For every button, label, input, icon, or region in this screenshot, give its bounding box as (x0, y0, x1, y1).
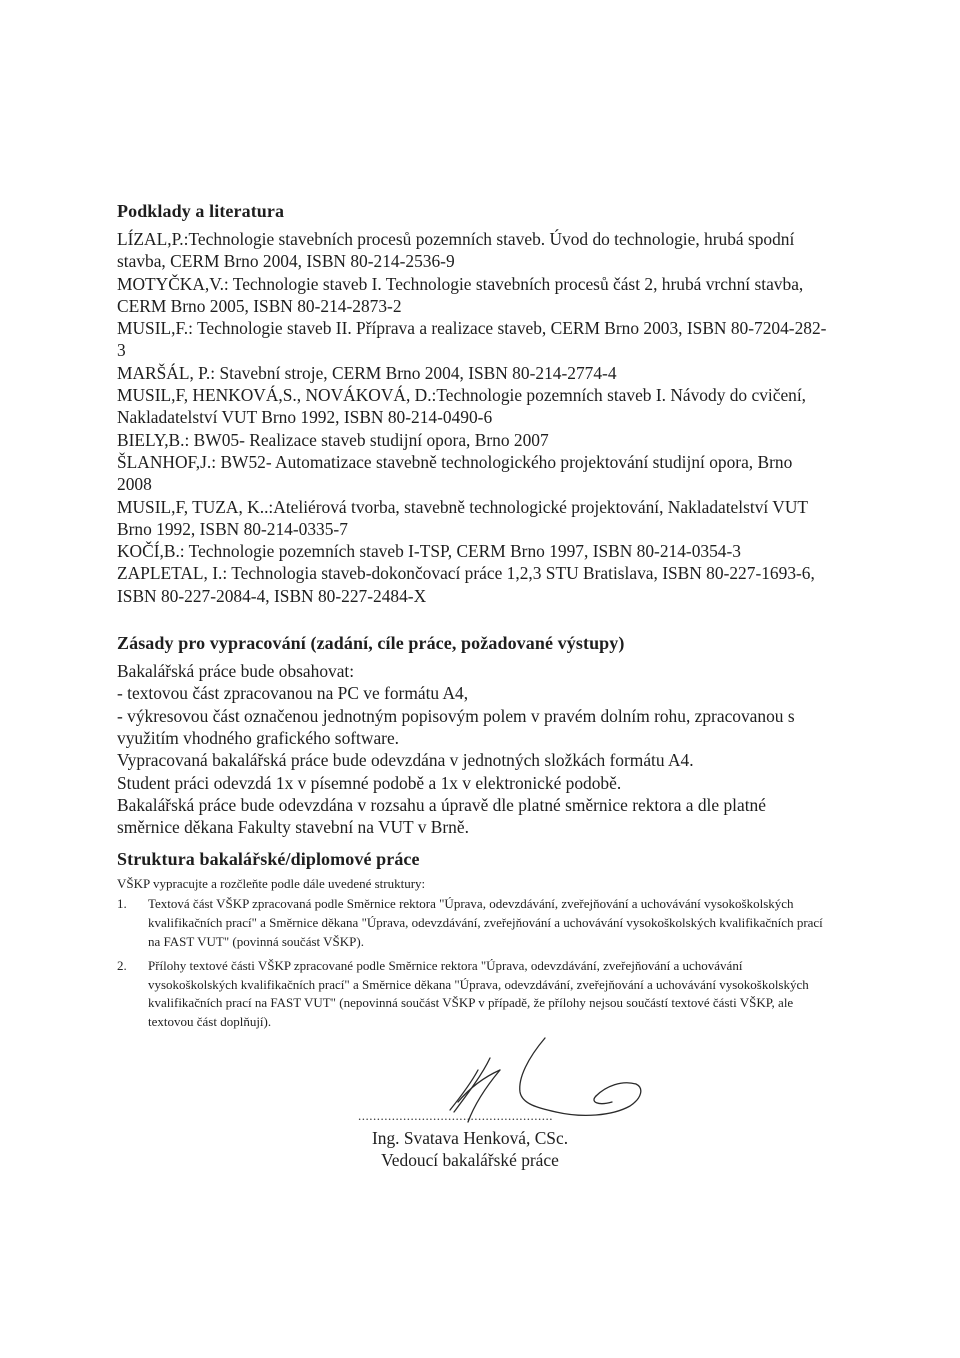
literature-list (117, 228, 827, 607)
structure-section (117, 847, 827, 1031)
literature-entry: LÍZAL,P.:Technologie stavebních procesů pozemních staveb. Úvod do technologie, hrubá spodní stavba, CERM Brno 2004, ISBN 80-214-2536-9 (117, 229, 795, 272)
principles-heading: Zásady pro vypracování (zadání, cíle práce, požadované výstupy) (117, 633, 625, 654)
principles-line: Student práci odevzdá 1x v písemné podobě a 1x v elektronické podobě. (117, 772, 622, 793)
literature-entry: MARŠÁL, P.: Stavební stroje, CERM Brno 2004, ISBN 80-214-2774-4 (117, 362, 617, 383)
structure-item-number: 2. (117, 958, 127, 974)
principles-line: - výkresovou část označenou jednotným popisovým polem v pravém dolním rohu, zpracovanou s využitím vhodného grafického software. (117, 705, 795, 748)
literature-entry: KOČÍ,B.: Technologie pozemních staveb I-TSP, CERM Brno 1997, ISBN 80-214-0354-3 (117, 541, 741, 562)
document-content (117, 199, 827, 1038)
structure-item-text: Textová část VŠKP zpracovaná podle Směrnice rektora "Úprava, odevzdávání, zveřejňování a uchovávání vysokoškolských kvalifikačních prací" a Směrnice děkana "Úprava, odevzdávání, zveřejňování a uchovávání vysokoškolských kvalifikačních prací na FAST VUT" (povinná součást VŠKP). (148, 896, 823, 949)
signer-block (350, 1127, 590, 1171)
principles-line: Vypracovaná bakalářská práce bude odevzdána v jednotných složkách formátu A4. (117, 750, 694, 771)
literature-entry: ŠLANHOF,J.: BW52- Automatizace stavebně technologického projektování studijní opora, Brno 2008 (117, 451, 793, 495)
principles-section (117, 631, 827, 838)
literature-entry: ZAPLETAL, I.: Technologia staveb-dokončovací práce 1,2,3 STU Bratislava, ISBN 80-227-1693-6, ISBN 80-227-2084-4, ISBN 80-227-2484-X (117, 563, 815, 606)
principles-line: Bakalářská práce bude obsahovat: (117, 661, 355, 682)
signer-name: Ing. Svatava Henková, CSc. (371, 1128, 569, 1148)
principles-list (117, 660, 827, 838)
structure-intro: VŠKP vypracujte a rozčleňte podle dále uvedené struktury: (117, 876, 426, 892)
signer-role: Vedoucí bakalářské práce (381, 1150, 559, 1170)
literature-entry: MUSIL,F, TUZA, K..:Ateliérová tvorba, stavebně technologické projektování, Nakladatelství VUT Brno 1992, ISBN 80-214-0335-7 (117, 496, 808, 539)
literature-entry: MOTYČKA,V.: Technologie staveb I. Technologie stavebních procesů část 2, hrubá vrchní stavba, CERM Brno 2005, ISBN 80-214-2873-2 (117, 273, 804, 316)
signature-block (350, 1030, 680, 1180)
structure-list (117, 895, 827, 1031)
structure-item-text: Přílohy textové části VŠKP zpracované podle Směrnice rektora "Úprava, odevzdávání, zveřejňování a uchovávání vysokoškolských kvalifikačních prací" a Směrnice děkana "Úprava, odevzdávání, zveřejňování a uchovávání vysokoškolských kvalifikačních prací na FAST VUT" (nepovinná součást VŠKP v případě, že přílohy nejsou součástí textové části VŠKP, ale textovou část doplňují). (148, 958, 809, 1029)
literature-entry: MUSIL,F.: Technologie staveb II. Příprava a realizace staveb, CERM Brno 2003, ISBN 80-7204-282-3 (117, 318, 827, 361)
principles-line: - textovou část zpracovanou na PC ve formátu A4, (117, 683, 469, 704)
structure-item-number: 1. (117, 896, 127, 912)
signature-dotted-line: .................................................... (358, 1108, 553, 1123)
structure-item (117, 957, 827, 1031)
literature-heading: Podklady a literatura (117, 201, 285, 221)
structure-item (117, 895, 827, 951)
principles-line: Bakalářská práce bude odevzdána v rozsahu a úpravě dle platné směrnice rektora a dle platné směrnice děkana Fakulty stavební na VUT v Brně. (117, 794, 766, 838)
literature-entry: MUSIL,F, HENKOVÁ,S., NOVÁKOVÁ, D.:Technologie pozemních staveb I. Návody do cvičení, Nakladatelství VUT Brno 1992, ISBN 80-214-0490-6 (117, 385, 807, 428)
structure-heading: Struktura bakalářské/diplomové práce (117, 849, 420, 870)
literature-section (117, 199, 827, 607)
literature-entry: BIELY,B.: BW05- Realizace staveb studijní opora, Brno 2007 (117, 429, 549, 450)
